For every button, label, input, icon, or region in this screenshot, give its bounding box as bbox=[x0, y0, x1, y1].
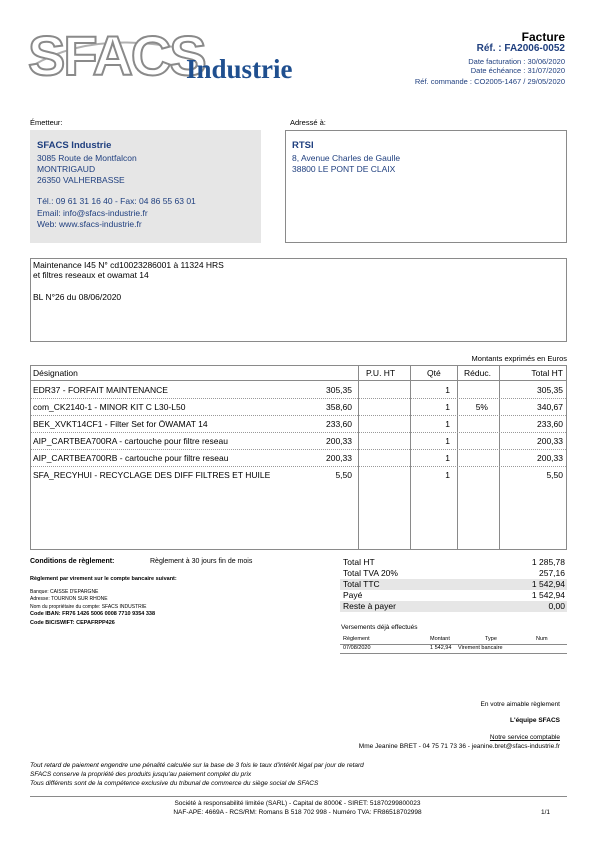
logo-sub-text: Industrie bbox=[186, 54, 293, 84]
item-designation: EDR37 - FORFAIT MAINTENANCE bbox=[33, 385, 168, 395]
item-quantity: 1 bbox=[445, 419, 450, 429]
footer-divider bbox=[30, 796, 567, 797]
totals-value: 1 542,94 bbox=[531, 579, 565, 589]
item-total: 200,33 bbox=[537, 453, 563, 463]
recipient-address2: 38800 LE PONT DE CLAIX bbox=[292, 164, 396, 174]
recipient-name: RTSI bbox=[292, 140, 314, 151]
bank-address: Adresse: TOURNON SUR RHONE bbox=[30, 596, 108, 602]
payments-header-reglement: Règlement bbox=[343, 636, 370, 642]
footnote-ownership: SFACS conserve la propriété des produits jusqu'au paiement complet du prix bbox=[30, 771, 252, 778]
item-designation: SFA_RECYHUI - RECYCLAGE DES DIFF FILTRES ET HUILE bbox=[33, 470, 271, 480]
account-owner: Nom du propriétaire du compte: SFACS INDUSTRIE bbox=[30, 604, 147, 610]
header-unit-price: P.U. HT bbox=[366, 368, 396, 378]
order-reference: Réf. commande : CO2005-1467 / 29/05/2020 bbox=[414, 77, 565, 86]
bank-transfer-label: Règlement par virement sur le compte bancaire suivant: bbox=[30, 576, 177, 582]
recipient-label: Adressé à: bbox=[290, 118, 326, 127]
page-number: 1/1 bbox=[540, 809, 550, 816]
totals-row bbox=[340, 568, 567, 579]
totals-value: 257,16 bbox=[539, 568, 565, 578]
invoice-date: Date facturation : 30/06/2020 bbox=[468, 57, 565, 66]
item-total: 200,33 bbox=[537, 436, 563, 446]
signoff-team: L'équipe SFACS bbox=[510, 717, 560, 724]
totals-row bbox=[340, 579, 567, 590]
table-row bbox=[31, 467, 566, 484]
item-total: 305,35 bbox=[537, 385, 563, 395]
invoice-reference: Réf. : FA2006-0052 bbox=[476, 43, 565, 54]
memo-line1: Maintenance I45 N° cd10023286001 à 11324 HRS bbox=[33, 260, 224, 270]
header-quantity: Qté bbox=[427, 368, 441, 378]
table-row bbox=[31, 416, 566, 433]
document-type: Facture bbox=[521, 30, 565, 44]
emitter-box bbox=[30, 130, 261, 243]
invoice-memo-box bbox=[30, 258, 567, 342]
totals-label: Total TVA 20% bbox=[343, 568, 398, 578]
emitter-address3: 26350 VALHERBASSE bbox=[37, 175, 125, 185]
totals-label: Reste à payer bbox=[343, 601, 396, 611]
emitter-phone: Tél.: 09 61 31 16 40 - Fax: 04 86 55 63 01 bbox=[37, 196, 196, 206]
payment-conditions-label: Conditions de règlement: bbox=[30, 558, 115, 565]
item-quantity: 1 bbox=[445, 470, 450, 480]
emitter-address1: 3085 Route de Montfalcon bbox=[37, 153, 137, 163]
item-total: 5,50 bbox=[546, 470, 563, 480]
payment-type: Virement bancaire bbox=[458, 645, 503, 651]
logo-brand-text: SFACS bbox=[28, 24, 205, 87]
emitter-website[interactable]: Web: www.sfacs-industrie.fr bbox=[37, 219, 142, 229]
payments-header-num: Num bbox=[536, 636, 548, 642]
totals-label: Total TTC bbox=[343, 579, 380, 589]
item-unit-price: 200,33 bbox=[326, 453, 352, 463]
totals-value: 0,00 bbox=[548, 601, 565, 611]
item-designation: BEK_XVKT14CF1 - Filter Set for ÖWAMAT 14 bbox=[33, 419, 208, 429]
recipient-address1: 8, Avenue Charles de Gaulle bbox=[292, 153, 401, 163]
emitter-label: Émetteur: bbox=[30, 118, 63, 127]
totals-value: 1 542,94 bbox=[531, 590, 565, 600]
item-designation: AIP_CARTBEA700RB - cartouche pour filtre reseau bbox=[33, 453, 229, 463]
currency-note: Montants exprimés en Euros bbox=[471, 354, 567, 363]
table-row bbox=[31, 399, 566, 416]
emitter-name: SFACS Industrie bbox=[37, 140, 112, 151]
footnote-jurisdiction: Tous différents sont de la compétence exclusive du tribunal de commerce du siège social de SFACS bbox=[30, 780, 319, 787]
due-date: Date échéance : 31/07/2020 bbox=[470, 66, 565, 75]
iban: Code IBAN: FR76 1426 5006 0008 7710 9354 338 bbox=[30, 611, 156, 617]
totals-value: 1 285,78 bbox=[531, 557, 565, 567]
totals-row bbox=[340, 590, 567, 601]
totals-row bbox=[340, 601, 567, 612]
totals-row bbox=[340, 557, 567, 568]
table-row bbox=[31, 433, 566, 450]
payments-made-table bbox=[340, 636, 567, 654]
header-discount: Réduc. bbox=[464, 368, 491, 378]
payments-header-type: Type bbox=[485, 636, 497, 642]
header-designation: Désignation bbox=[33, 368, 78, 378]
table-row bbox=[31, 450, 566, 467]
table-row bbox=[31, 382, 566, 399]
legal-line1: Société à responsabilité limitée (SARL) - Capital de 8000€ - SIRET: 51870299800023 bbox=[174, 800, 421, 807]
totals-label: Payé bbox=[343, 590, 363, 600]
bic-swift: Code BIC/SWIFT: CEPAFRPP426 bbox=[30, 620, 115, 626]
item-quantity: 1 bbox=[445, 402, 450, 412]
item-quantity: 1 bbox=[445, 453, 450, 463]
item-discount: 5% bbox=[475, 402, 488, 412]
header-total: Total HT bbox=[531, 368, 563, 378]
recipient-box bbox=[285, 130, 567, 243]
payment-conditions-value: Règlement à 30 jours fin de mois bbox=[150, 558, 253, 565]
totals-label: Total HT bbox=[343, 557, 375, 567]
memo-line2: et filtres reseaux et owamat 14 bbox=[33, 270, 149, 280]
item-total: 340,67 bbox=[537, 402, 563, 412]
invoice-items-table bbox=[30, 365, 567, 550]
item-unit-price: 233,60 bbox=[326, 419, 352, 429]
emitter-email[interactable]: Email: info@sfacs-industrie.fr bbox=[37, 208, 148, 218]
signoff-contact[interactable]: Mme Jeanine BRET - 04 75 71 73 36 - jeanine.bret@sfacs-industrie.fr bbox=[358, 743, 560, 750]
item-designation: com_CK2140-1 - MINOR KIT C L30-L50 bbox=[33, 402, 186, 412]
footnote-late-payment: Tout retard de paiement engendre une pénalité calculée sur la base de 3 fois le taux d'intérêt légal par jour de retard bbox=[30, 762, 364, 769]
item-designation: AIP_CARTBEA700RA - cartouche pour filtre reseau bbox=[33, 436, 228, 446]
item-total: 233,60 bbox=[537, 419, 563, 429]
payments-header-row bbox=[340, 636, 567, 645]
item-unit-price: 305,35 bbox=[326, 385, 352, 395]
item-unit-price: 5,50 bbox=[335, 470, 352, 480]
memo-line3: BL N°26 du 08/06/2020 bbox=[33, 292, 122, 302]
item-unit-price: 200,33 bbox=[326, 436, 352, 446]
item-quantity: 1 bbox=[445, 385, 450, 395]
payment-date: 07/08/2020 bbox=[343, 645, 371, 651]
payments-row bbox=[340, 645, 567, 654]
emitter-address2: MONTRIGAUD bbox=[37, 164, 96, 174]
payment-amount: 1 542,94 bbox=[430, 645, 452, 651]
payments-header-montant: Montant bbox=[430, 636, 450, 642]
bank-name: Banque: CAISSE D'EPARGNE bbox=[30, 589, 99, 595]
payments-made-title: Versements déjà effectués bbox=[341, 624, 418, 631]
table-header bbox=[31, 366, 566, 381]
item-quantity: 1 bbox=[445, 436, 450, 446]
signoff-greeting: En votre aimable règlement bbox=[480, 701, 560, 708]
item-unit-price: 358,60 bbox=[326, 402, 352, 412]
legal-line2: NAF-APE: 4669A - RCS/RM: Romans B 518 702 998 - Numéro TVA: FR86518702998 bbox=[173, 809, 422, 816]
signoff-service: Notre service comptable bbox=[489, 734, 560, 741]
